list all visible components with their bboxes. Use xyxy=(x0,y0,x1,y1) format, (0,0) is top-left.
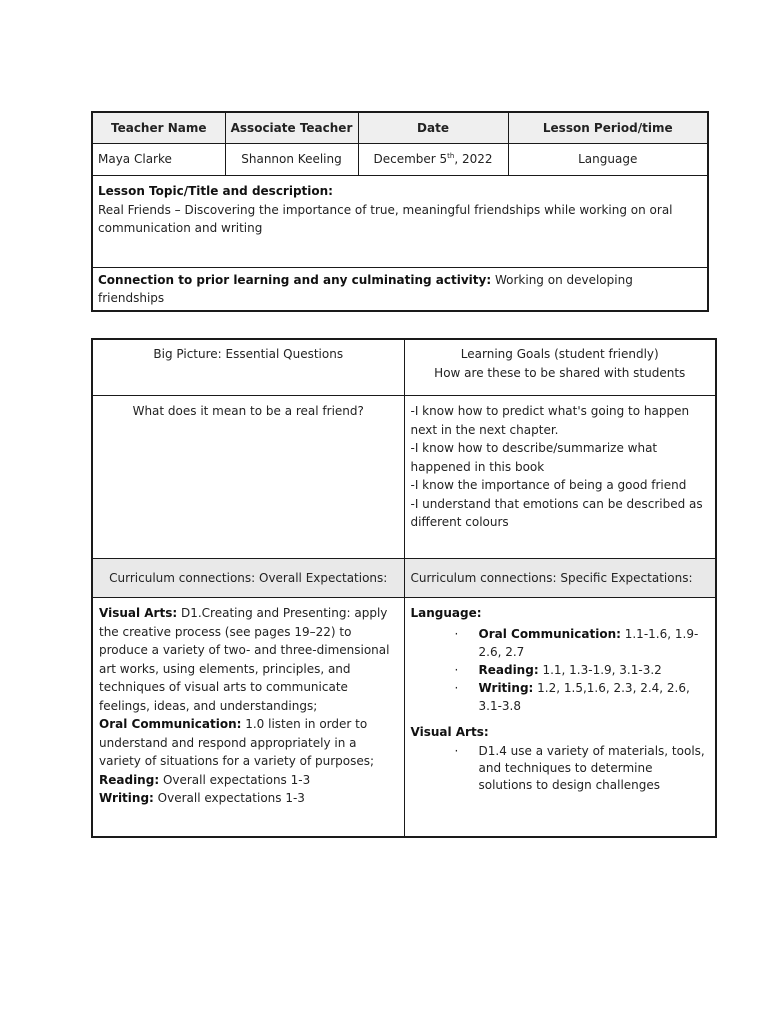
list-item xyxy=(411,661,710,679)
item-text: D1.4 use a variety of materials, tools, and techniques to determine solutions to design challenges xyxy=(478,744,705,792)
lesson-topic-cell xyxy=(92,176,708,268)
overall-text: Overall expectations 1-3 xyxy=(159,772,311,787)
item-label: Reading: xyxy=(478,662,539,677)
overall-expectation xyxy=(99,604,398,715)
associate-teacher-value: Shannon Keeling xyxy=(225,144,358,176)
visual-arts-list xyxy=(411,743,710,794)
overall-label: Oral Communication: xyxy=(99,717,242,731)
item-text: 1.1-1.6, 1.9-2.6, 2.7 xyxy=(478,626,699,659)
overall-expectation xyxy=(99,771,398,790)
overall-label: Reading: xyxy=(99,772,160,787)
overall-text: Overall expectations 1-3 xyxy=(153,791,305,805)
item-text: 1.2, 1.5,1.6, 2.3, 2.4, 2.6, 3.1-3.8 xyxy=(478,680,690,713)
date-suffix: th xyxy=(447,152,455,161)
overall-text: 1.0 listen in order to understand and respond appropriately in a variety of situations for a variety of purposes; xyxy=(99,717,375,768)
learning-goal: -I know how to describe/summarize what happened in this book xyxy=(410,441,658,474)
overall-expectations-cell xyxy=(92,598,404,838)
header-date: Date xyxy=(358,112,508,144)
learning-goal: -I understand that emotions can be described as different colours xyxy=(410,496,703,529)
lesson-topic-text: Real Friends – Discovering the importance of true, meaningful friendships while working on oral communication and writing xyxy=(98,202,673,235)
list-item xyxy=(411,679,710,715)
prior-learning-label: Connection to prior learning and any culminating activity: xyxy=(98,272,492,287)
list-item xyxy=(411,743,710,794)
item-label: Oral Communication: xyxy=(478,626,621,641)
header-associate-teacher: Associate Teacher xyxy=(225,112,358,144)
list-item xyxy=(411,625,710,661)
specific-expectations-cell xyxy=(404,598,716,838)
learning-goal: -I know the importance of being a good friend xyxy=(410,478,687,492)
specific-expectations-header: Curriculum connections: Specific Expectations: xyxy=(404,559,716,598)
learning-goal: -I know how to predict what's going to happen next in the next chapter. xyxy=(410,404,690,437)
bullet-icon: · xyxy=(454,680,459,695)
language-label: Language: xyxy=(410,606,482,620)
bullet-icon: · xyxy=(454,626,459,641)
essential-question: What does it mean to be a real friend? xyxy=(92,396,404,559)
visual-arts-label: Visual Arts: xyxy=(410,724,489,739)
overall-expectation xyxy=(99,789,398,808)
item-label: Writing: xyxy=(478,680,534,695)
planning-table xyxy=(91,338,717,838)
overall-label: Writing: xyxy=(99,791,154,805)
lesson-topic-label: Lesson Topic/Title and description: xyxy=(98,184,333,198)
bullet-icon: · xyxy=(454,662,459,677)
learning-goals-header-line1: Learning Goals (student friendly) xyxy=(460,347,659,361)
overall-expectation xyxy=(99,715,398,771)
learning-goals-header xyxy=(404,339,716,396)
lesson-period-value: Language xyxy=(508,144,708,176)
bullet-icon: · xyxy=(454,744,459,758)
big-picture-header: Big Picture: Essential Questions xyxy=(92,339,404,396)
header-teacher-name: Teacher Name xyxy=(92,112,225,144)
date-main: December 5 xyxy=(373,152,448,167)
overall-expectations-header: Curriculum connections: Overall Expectations: xyxy=(92,559,404,598)
overall-text: D1.Creating and Presenting: apply the creative process (see pages 19–22) to produce a variety of two- and three-dimensional art works, using elements, principles, and techniques of visual arts to communicate feelings, ideas, and understandings; xyxy=(99,606,390,713)
overall-label: Visual Arts: xyxy=(99,606,178,620)
learning-goals-list xyxy=(404,396,716,559)
teacher-name-value: Maya Clarke xyxy=(92,144,225,176)
learning-goals-header-line2: How are these to be shared with students xyxy=(434,365,686,380)
language-list xyxy=(411,625,710,715)
lesson-info-table xyxy=(91,111,709,312)
item-text: 1.1, 1.3-1.9, 3.1-3.2 xyxy=(538,662,662,677)
header-lesson-period: Lesson Period/time xyxy=(508,112,708,144)
date-year: , 2022 xyxy=(454,152,493,167)
prior-learning-cell xyxy=(92,268,708,312)
prior-learning-text: Working on developing friendships xyxy=(98,272,633,305)
date-value xyxy=(358,144,508,176)
